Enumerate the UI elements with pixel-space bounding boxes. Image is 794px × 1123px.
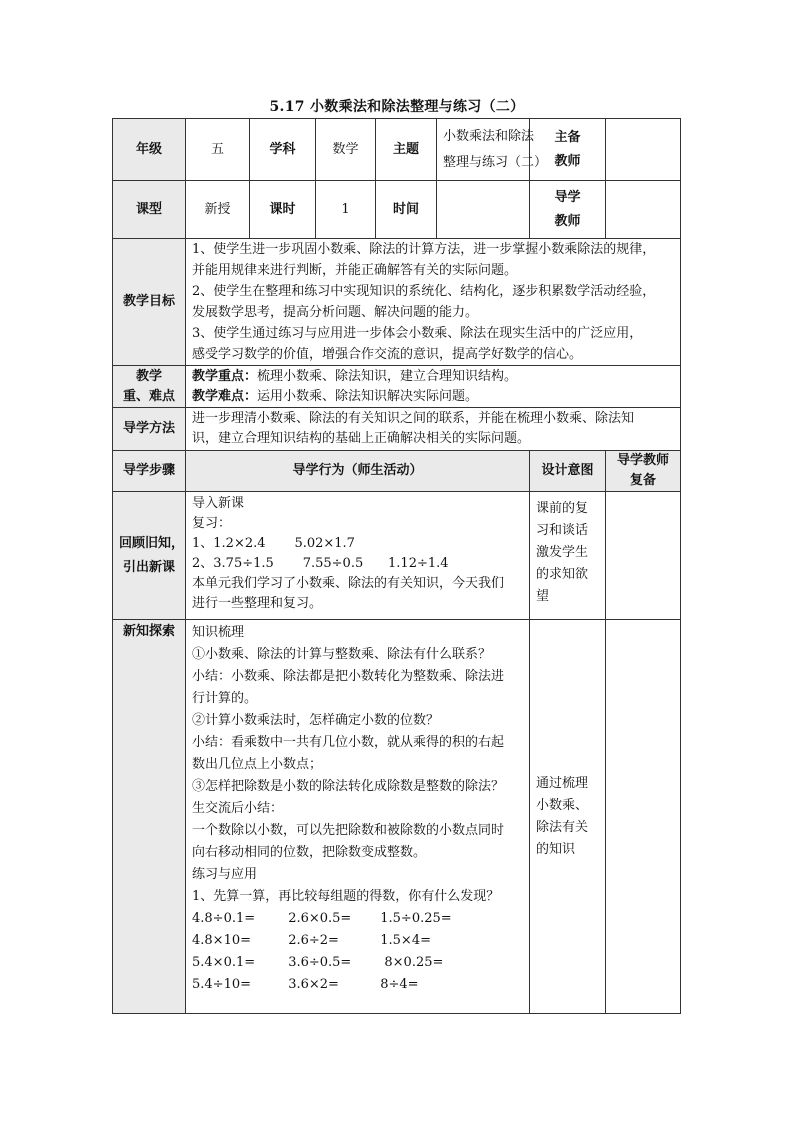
lesson-plan-table xyxy=(112,118,681,1014)
lesson-type-label: 课型 xyxy=(113,181,186,239)
subject-value: 数学 xyxy=(316,119,376,181)
review-prep xyxy=(606,492,681,620)
difficulty-label: 教学难点： xyxy=(192,388,258,404)
subject-label: 学科 xyxy=(250,119,316,181)
lead-teacher-value xyxy=(606,119,681,181)
steps-header-row xyxy=(113,451,681,492)
topic-value-line2: 整理与练习（二） xyxy=(443,154,548,170)
info-row-2 xyxy=(113,181,681,239)
objectives-label: 教学目标 xyxy=(113,239,186,366)
grade-value: 五 xyxy=(186,119,250,181)
lesson-type-value: 新授 xyxy=(186,181,250,239)
key-points-content xyxy=(186,366,681,408)
method-label: 导学方法 xyxy=(113,408,186,451)
topic-value xyxy=(437,119,548,181)
objectives-row xyxy=(113,239,681,366)
review-row xyxy=(113,492,681,620)
key-points-row xyxy=(113,366,681,408)
explore-row xyxy=(113,620,681,1014)
method-content: 进一步理清小数乘、除法的有关知识之间的联系，并能在梳理小数乘、除法知 识，建立合理知识结构的基础上正确解决相关的实际问题。 xyxy=(186,408,681,451)
topic-value-line1: 小数乘法和除法 xyxy=(443,128,535,144)
difficulty-text: 运用小数乘、除法知识解决实际问题。 xyxy=(257,388,479,404)
explore-prep xyxy=(606,620,681,1014)
periods-value: 1 xyxy=(316,181,376,239)
info-row-1 xyxy=(113,119,681,181)
time-value xyxy=(437,181,530,239)
steps-header: 导学步骤 xyxy=(113,451,186,492)
explore-content: 知识梳理 ①小数乘、除法的计算与整数乘、除法有什么联系？ 小结：小数乘、除法都是把小数转化为整数乘、除法进 行计算的。 ②计算小数乘法时，怎样确定小数的位数？ 小结：看乘数中一共有几位小数，就从乘得的积的右起 数出几位点上小数点； ③怎样把除数是小数的除法转化成除数是整数的除法？ 生交流后小结： 一个数除以小数，可以先把除数和被除数的小数点同时 向右移动相同的位数，把除数变成整数。 练习与应用 1、先算一算，再比较每组题的得数，你有什么发现？ 4.8÷0.1= 2.6×0.5= 1.5÷0.25= 4.8×10= 2.6÷2= 1.5×4= 5.4×0.1= 3.6÷0.5= 8×0.25= 5.4÷10= 3.6×2= 8÷4= xyxy=(186,620,530,1014)
grade-label: 年级 xyxy=(113,119,186,181)
activity-header: 导学行为（师生活动） xyxy=(186,451,530,492)
review-label: 回顾旧知， 引出新课 xyxy=(113,492,186,620)
time-label: 时间 xyxy=(376,181,437,239)
review-design: 课前的复 习和谈话 激发学生 的求知欲 望 xyxy=(530,492,606,620)
guide-teacher-label: 导学 教师 xyxy=(530,181,606,239)
lead-teacher-label: 主备 教师 xyxy=(530,119,606,181)
guide-teacher-value xyxy=(606,181,681,239)
method-row xyxy=(113,408,681,451)
explore-design: 通过梳理 小数乘、 除法有关 的知识 xyxy=(530,620,606,1014)
focus-text: 梳理小数乘、除法知识，建立合理知识结构。 xyxy=(257,368,518,384)
design-header: 设计意图 xyxy=(530,451,606,492)
document-title: 5.17 小数乘法和除法整理与练习（二） xyxy=(269,99,525,115)
key-points-label: 教学 重、难点 xyxy=(113,366,186,408)
explore-label: 新知探索 xyxy=(113,620,186,1014)
topic-label: 主题 xyxy=(376,119,437,181)
review-content: 导入新课 复习： 1、1.2×2.4 5.02×1.7 2、3.75÷1.5 7.55÷0.5 1.12÷1.4 本单元我们学习了小数乘、除法的有关知识，今天我们 进行一些整理和复习。 xyxy=(186,492,530,620)
focus-label: 教学重点： xyxy=(192,368,258,384)
prep-header: 导学教师 复备 xyxy=(606,451,681,492)
periods-label: 课时 xyxy=(250,181,316,239)
objectives-content: 1、使学生进一步巩固小数乘、除法的计算方法，进一步掌握小数乘除法的规律， 并能用规律来进行判断，并能正确解答有关的实际问题。 2、使学生在整理和练习中实现知识的系统化、结构化，逐步积累数学活动经验， 发展数学思考，提高分析问题、解决问题的能力。 3、使学生通过练习与应用进一步体会小数乘、除法在现实生活中的广泛应用， 感受学习数学的价值，增强合作交流的意识，提高学好数学的信心。 xyxy=(186,239,681,366)
